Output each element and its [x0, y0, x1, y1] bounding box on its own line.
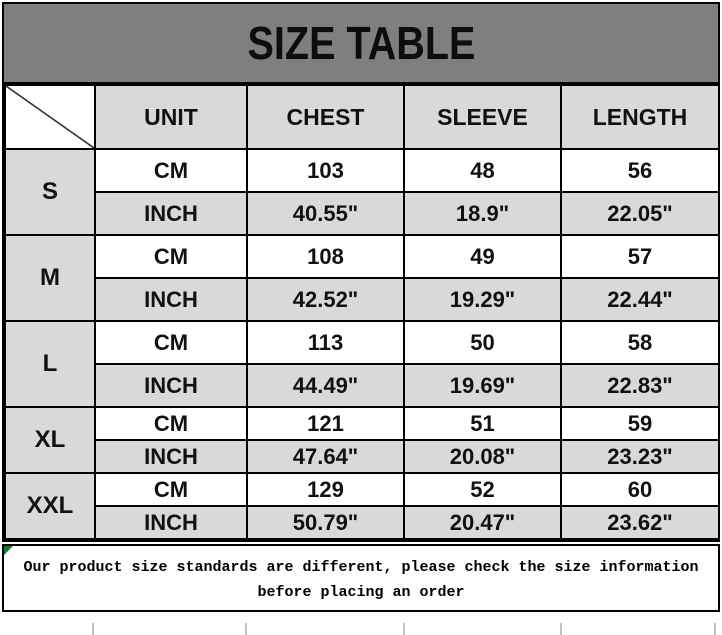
value-cell: 103 — [247, 149, 404, 192]
value-cell: 23.62" — [561, 506, 719, 539]
grid-line-stub — [714, 623, 716, 635]
value-cell: 44.49" — [247, 364, 404, 407]
value-cell: 50 — [404, 321, 561, 364]
table-row-xl-inch — [5, 440, 719, 473]
grid-line-stub — [560, 623, 562, 635]
value-cell: 48 — [404, 149, 561, 192]
value-cell: 52 — [404, 473, 561, 506]
size-chart-sheet — [2, 2, 720, 612]
value-cell: 129 — [247, 473, 404, 506]
unit-label-cm: CM — [95, 321, 247, 364]
table-row-xl-cm — [5, 407, 719, 440]
table-row-s-inch — [5, 192, 719, 235]
unit-label-inch: INCH — [95, 506, 247, 539]
unit-label-inch: INCH — [95, 364, 247, 407]
value-cell: 59 — [561, 407, 719, 440]
disclaimer-note — [2, 544, 720, 612]
column-header-sleeve: SLEEVE — [404, 85, 561, 149]
table-row-m-cm — [5, 235, 719, 278]
unit-label-inch: INCH — [95, 278, 247, 321]
disclaimer-line-2: before placing an order — [257, 584, 465, 601]
size-table — [4, 84, 720, 540]
value-cell: 58 — [561, 321, 719, 364]
title-banner — [4, 4, 718, 84]
value-cell: 42.52" — [247, 278, 404, 321]
unit-label-inch: INCH — [95, 440, 247, 473]
table-row-s-cm — [5, 149, 719, 192]
column-header-chest: CHEST — [247, 85, 404, 149]
grid-line-stub — [245, 623, 247, 635]
table-row-l-inch — [5, 364, 719, 407]
value-cell: 40.55" — [247, 192, 404, 235]
value-cell: 20.47" — [404, 506, 561, 539]
value-cell: 108 — [247, 235, 404, 278]
size-cell-s: S — [5, 149, 95, 235]
size-cell-m: M — [5, 235, 95, 321]
corner-cell — [5, 85, 95, 149]
table-row-xxl-inch — [5, 506, 719, 539]
unit-label-inch: INCH — [95, 192, 247, 235]
value-cell: 22.44" — [561, 278, 719, 321]
value-cell: 60 — [561, 473, 719, 506]
grid-line-stub — [92, 623, 94, 635]
value-cell: 49 — [404, 235, 561, 278]
value-cell: 56 — [561, 149, 719, 192]
grid-line-stub — [403, 623, 405, 635]
table-row-l-cm — [5, 321, 719, 364]
unit-label-cm: CM — [95, 149, 247, 192]
size-cell-xl: XL — [5, 407, 95, 473]
value-cell: 22.05" — [561, 192, 719, 235]
table-row-xxl-cm — [5, 473, 719, 506]
page-title: SIZE TABLE — [247, 17, 475, 69]
unit-label-cm: CM — [95, 235, 247, 278]
value-cell: 19.69" — [404, 364, 561, 407]
value-cell: 22.83" — [561, 364, 719, 407]
value-cell: 20.08" — [404, 440, 561, 473]
column-header-unit: UNIT — [95, 85, 247, 149]
table-row-m-inch — [5, 278, 719, 321]
value-cell: 113 — [247, 321, 404, 364]
value-cell: 23.23" — [561, 440, 719, 473]
size-cell-l: L — [5, 321, 95, 407]
disclaimer-line-1: Our product size standards are different, please check the size information — [23, 559, 699, 576]
size-table-block — [2, 2, 720, 542]
unit-label-cm: CM — [95, 473, 247, 506]
value-cell: 18.9" — [404, 192, 561, 235]
header-row — [5, 85, 719, 149]
value-cell: 121 — [247, 407, 404, 440]
column-header-length: LENGTH — [561, 85, 719, 149]
value-cell: 50.79" — [247, 506, 404, 539]
value-cell: 19.29" — [404, 278, 561, 321]
green-corner-marker-icon — [4, 546, 13, 555]
size-cell-xxl: XXL — [5, 473, 95, 539]
value-cell: 57 — [561, 235, 719, 278]
value-cell: 47.64" — [247, 440, 404, 473]
value-cell: 51 — [404, 407, 561, 440]
diagonal-line-icon — [6, 86, 94, 148]
unit-label-cm: CM — [95, 407, 247, 440]
